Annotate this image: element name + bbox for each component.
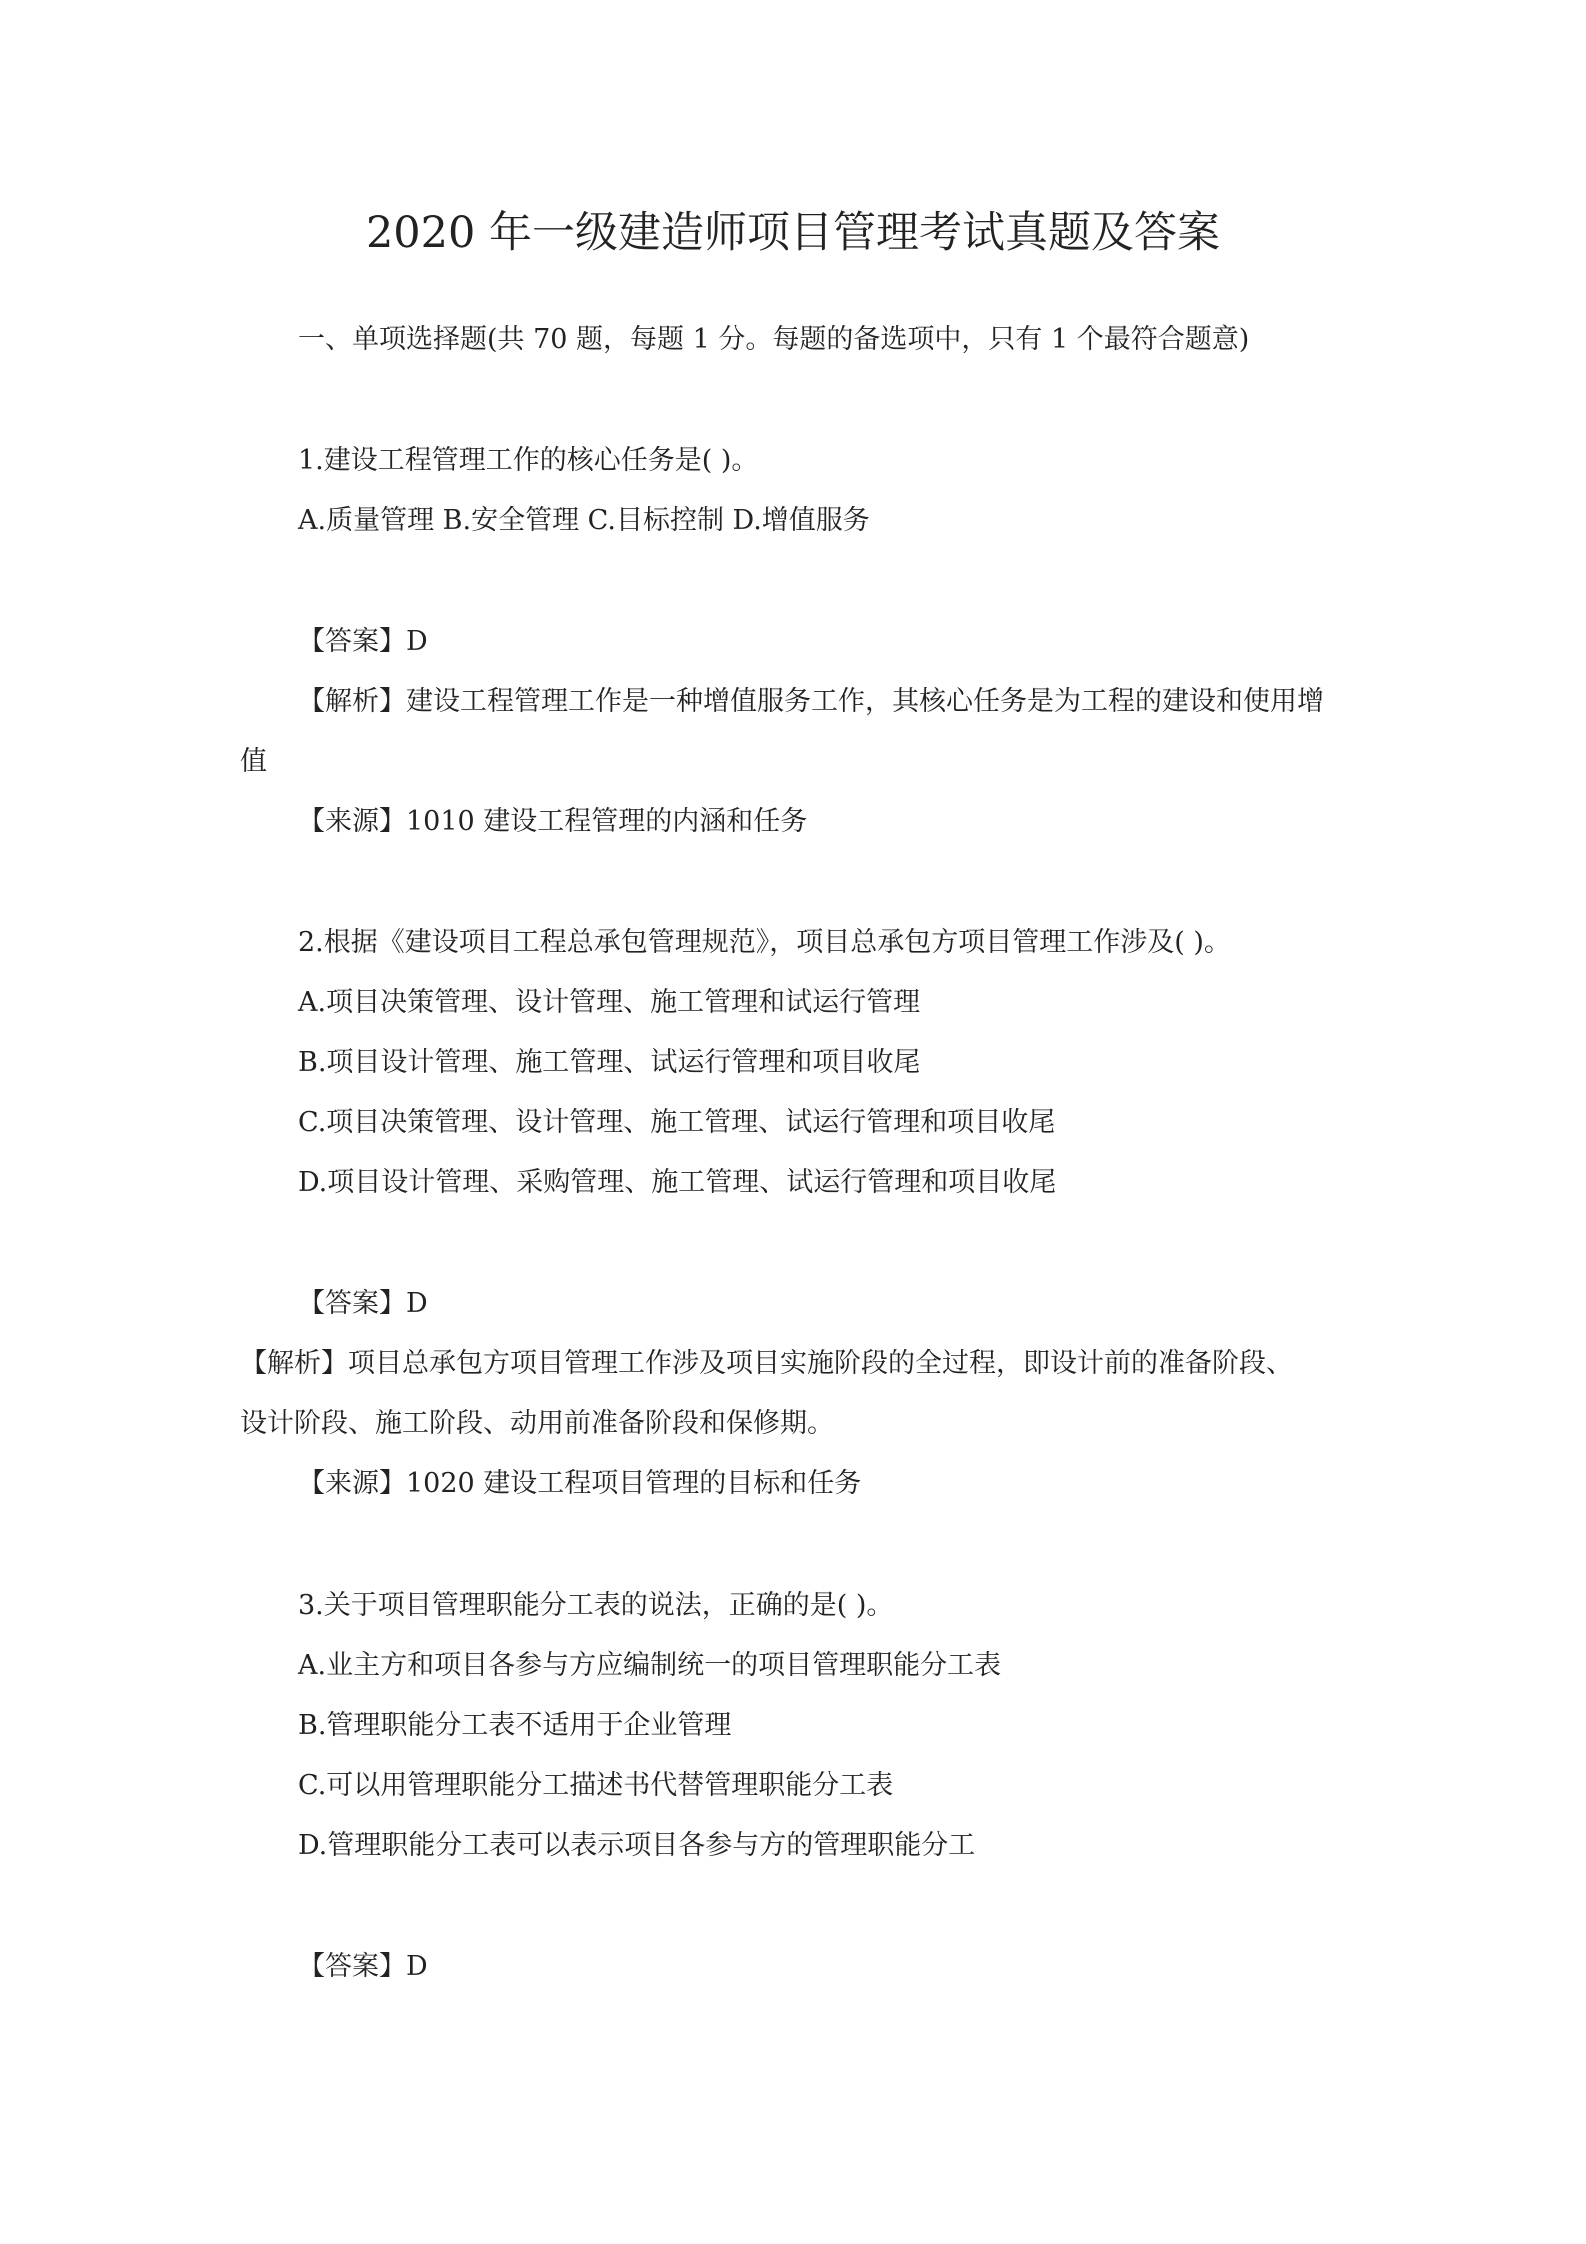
question-3-stem: 3.关于项目管理职能分工表的说法，正确的是( )。 — [298, 1590, 894, 1621]
question-3-option-b: B.管理职能分工表不适用于企业管理 — [298, 1710, 732, 1741]
question-2-answer: 【答案】D — [298, 1288, 428, 1319]
document-title: 2020 年一级建造师项目管理考试真题及答案 — [365, 208, 1221, 258]
section-heading: 一、单项选择题(共 70 题，每题 1 分。每题的备选项中，只有 1 个最符合题意) — [298, 324, 1250, 355]
question-3-option-a: A.业主方和项目各参与方应编制统一的项目管理职能分工表 — [298, 1650, 1002, 1681]
question-1-options: A.质量管理 B.安全管理 C.目标控制 D.增值服务 — [298, 505, 870, 536]
question-2-analysis-continued: 设计阶段、施工阶段、动用前准备阶段和保修期。 — [240, 1408, 834, 1439]
question-2-stem: 2.根据《建设项目工程总承包管理规范》，项目总承包方项目管理工作涉及( )。 — [298, 927, 1231, 958]
question-1-source: 【来源】1010 建设工程管理的内涵和任务 — [298, 806, 808, 837]
question-3-option-c: C.可以用管理职能分工描述书代替管理职能分工表 — [298, 1770, 894, 1801]
question-1-analysis: 【解析】建设工程管理工作是一种增值服务工作，其核心任务是为工程的建设和使用增 — [298, 686, 1324, 717]
question-2-source: 【来源】1020 建设工程项目管理的目标和任务 — [298, 1468, 862, 1499]
question-2-option-b: B.项目设计管理、施工管理、试运行管理和项目收尾 — [298, 1047, 921, 1078]
question-2-option-d: D.项目设计管理、采购管理、施工管理、试运行管理和项目收尾 — [298, 1167, 1057, 1198]
question-1-stem: 1.建设工程管理工作的核心任务是( )。 — [298, 445, 759, 476]
question-3-option-d: D.管理职能分工表可以表示项目各参与方的管理职能分工 — [298, 1830, 976, 1861]
question-2-analysis: 【解析】项目总承包方项目管理工作涉及项目实施阶段的全过程，即设计前的准备阶段、 — [240, 1348, 1293, 1379]
question-2-option-c: C.项目决策管理、设计管理、施工管理、试运行管理和项目收尾 — [298, 1107, 1056, 1138]
question-1-analysis-continued: 值 — [240, 746, 267, 777]
question-2-option-a: A.项目决策管理、设计管理、施工管理和试运行管理 — [298, 987, 921, 1018]
question-1-answer: 【答案】D — [298, 626, 428, 657]
question-3-answer: 【答案】D — [298, 1951, 428, 1982]
